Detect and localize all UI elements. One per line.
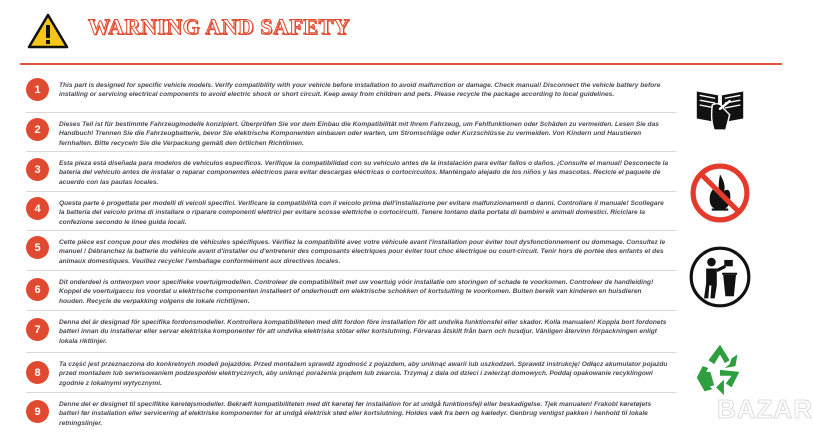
row-divider (26, 392, 676, 393)
row-divider (26, 112, 676, 113)
item-number-badge: 9 (26, 400, 49, 423)
item-number-badge: 5 (26, 236, 49, 259)
item-number-badge: 8 (26, 361, 49, 384)
row-divider (26, 191, 676, 192)
item-number-badge: 1 (26, 78, 49, 101)
safety-text: Dieses Teil ist für bestimmte Fahrzeugmodelle konzipiert. Überprüfen Sie vor dem Einbau die Kompatibilität mit Ihrem Fahrzeug, um Fehlfunktionen oder Schäden zu vermeiden. Lesen Sie das Handbuch! Trennen Sie die Fahrzeugbatterie, bevor Sie elektrische Komponenten einbauen oder warten, um Stromschläge oder Kurzschlüsse zu vermeiden. Von Kindern und Haustieren fernhalten. Bitte recyceln Sie die Verpackung gemäß den örtlichen Richtlinien. (59, 121, 659, 147)
item-number-badge: 3 (26, 158, 49, 181)
dispose-properly-icon (684, 246, 756, 308)
item-number-badge: 7 (26, 318, 49, 341)
row-divider (26, 310, 676, 311)
page-title: WARNING AND SAFETY (88, 14, 351, 39)
item-number-badge: 2 (26, 118, 49, 141)
safety-text: Denne del er designet til specifikke køretøjsmodeller. Bekræft kompatibiliteten med dit køretøj før installation for at undgå funktionsfejl eller beskadigelse. Tjek manualen! Frakobl køretøjets batteri før installation eller servicering af elektriske komponenter for at undgå elektrisk stød eller kortslutning. Holdes væk fra børn og kæledyr. Genbrug venligst pakken i henhold til lokale retningslinjer. (59, 401, 652, 427)
row-divider (26, 270, 676, 271)
watermark-logo: BAZAR (717, 394, 813, 424)
safety-text: Esta pieza está diseñada para modelos de vehículos específicos. Verifique la compatibilidad con su vehículo antes de la instalación para evitar fallos o daños. ¡Consulte el manual! Desconecte la batería del vehículo antes de instalar o reparar componentes eléctricos para evitar descargas eléctricas o cortocircuitos. Manténgalo alejado de los niños y las mascotas. Recicle el paquete de acuerdo con las pautas locales. (59, 160, 669, 186)
title-divider (20, 63, 782, 65)
warning-triangle-icon (27, 12, 69, 50)
no-fire-icon (684, 162, 756, 224)
read-manual-icon (684, 74, 756, 136)
row-divider (26, 151, 676, 152)
row-divider (26, 230, 676, 231)
safety-text: Questa parte è progettata per modelli di veicoli specifici. Verificare la compatibilità con il veicolo prima dell'installazione per evitare malfunzionamenti o danni. Controllare il manuale! Scollegare la batteria del veicolo prima di installare o riparare componenti elettrici per evitare scosse elettriche o cortocircuiti. Tenere lontano dalla portata di bambini e animali domestici. Riciclare la confezione secondo le linee guida locali. (59, 200, 664, 226)
safety-text: Cette pièce est conçue pour des modèles de véhicules spécifiques. Vérifiez la compatibilité avec votre véhicule avant l'installation pour éviter tout dysfonctionnement ou dommage. Consultez le manuel ! Débranchez la batterie du véhicule avant d'installer ou d'entretenir des composants électriques pour éviter tout choc électrique ou court-circuit. Tenir hors de portée des enfants et des animaux domestiques. Veuillez recycler l'emballage conformément aux directives locales. (59, 239, 666, 265)
safety-text: Denna del är designad för specifika fordonsmodeller. Kontrollera kompatibiliteten med ditt fordon före installation för att undvika funktionsfel eller skador. Kolla manualen! Koppla bort fordonets batteri innan du installerar eller servar elektriska komponenter för att undvika elektriska stötar eller kortslutning. Förvaras åtskilt från barn och husdjur. Vänligen återvinn förpackningen enligt lokala riktlinjer. (59, 319, 667, 345)
header (0, 0, 800, 62)
row-divider (26, 352, 676, 353)
item-number-badge: 4 (26, 197, 49, 220)
recycle-icon (684, 337, 756, 399)
safety-text: Dit onderdeel is ontworpen voor specifieke voertuigmodellen. Controleer de compatibiliteit met uw voertuig vóór installatie om storingen of schade te voorkomen. Controleer de handleiding! Koppel de voertuigaccu los voordat u elektrische componenten installeert of onderhoudt om elektrische schokken of kortsluiting te voorkomen. Buiten bereik van kinderen en huisdieren houden. Recycle de verpakking volgens de lokale richtlijnen. (59, 279, 654, 305)
safety-text: Ta część jest przeznaczona do konkretnych modeli pojazdów. Przed montażem sprawdź zgodność z pojazdem, aby uniknąć awarii lub uszkodzeń. Sprawdź instrukcję! Odłącz akumulator pojazdu przed montażem lub serwisowaniem podzespołów elektrycznych, aby uniknąć porażenia prądem lub zwarcia. Trzymaj z dala od dzieci i zwierząt domowych. Poddaj opakowanie recyklingowi zgodnie z lokalnymi wytycznymi. (59, 361, 668, 387)
item-number-badge: 6 (26, 278, 49, 301)
safety-text: This part is designed for specific vehicle models. Verify compatibility with your vehicle before installation to avoid malfunction or damage. Check manual! Disconnect the vehicle battery before installing or servicing electrical components to avoid electric shock or short circuit. Keep away from children and pets. Please recycle the package according to local guidelines. (59, 82, 661, 99)
